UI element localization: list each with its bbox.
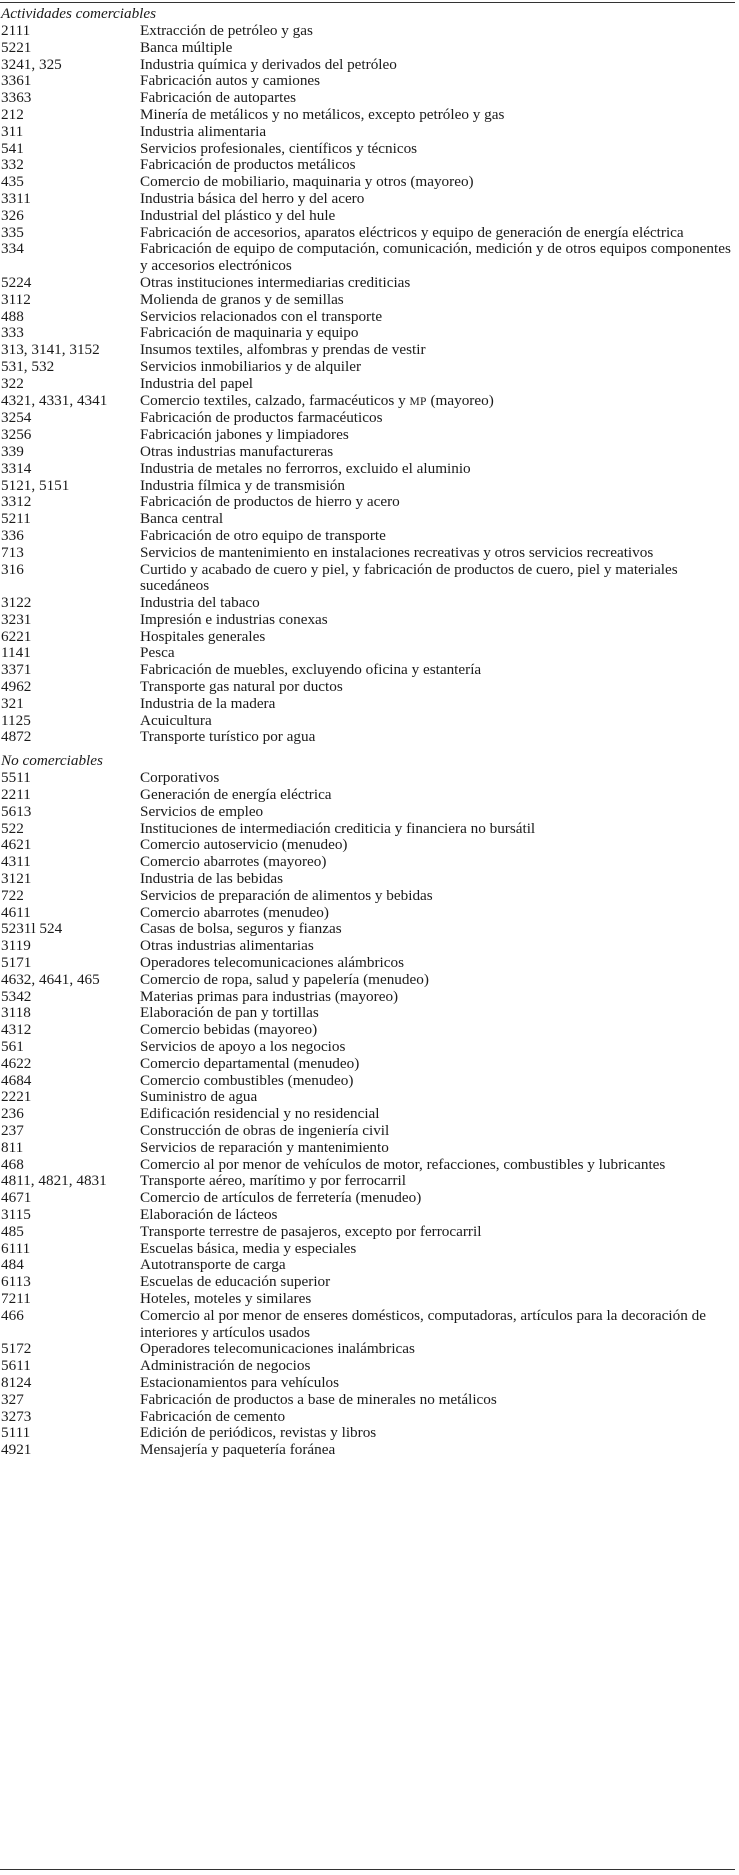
scian-code: 4621 (1, 836, 32, 854)
table-row (1, 57, 735, 74)
activity-description: Acuicultura (140, 711, 212, 729)
table-row (1, 1341, 735, 1358)
scian-code: 3122 (1, 594, 32, 612)
scian-code: 4611 (1, 903, 31, 921)
table-row (1, 888, 735, 905)
table-row (1, 90, 735, 107)
table-row (1, 1358, 735, 1375)
table-row (1, 1257, 735, 1274)
activity-description: Impresión e industrias conexas (140, 610, 328, 628)
activity-description: Fabricación de equipo de computación, comunicación, medición y de otros equipos componentes y accesorios electrónicos (140, 240, 731, 275)
table-row (1, 696, 735, 713)
activity-description: Servicios inmobiliarios y de alquiler (140, 357, 362, 375)
scian-code: 4872 (1, 728, 32, 746)
activity-description: Materias primas para industrias (mayoreo) (140, 987, 399, 1005)
activity-description: Pesca (140, 644, 175, 662)
scian-code: 321 (1, 694, 24, 712)
activity-description: Operadores telecomunicaciones inalámbricas (140, 1340, 415, 1358)
table-row (1, 787, 735, 804)
table-row (1, 73, 735, 90)
activity-description: Curtido y acabado de cuero y piel, y fabricación de productos de cuero, piel y materiales sucedáneos (140, 560, 678, 595)
table-row (1, 1173, 735, 1190)
scian-code: 4811, 4821, 4831 (1, 1172, 107, 1190)
activity-description: Fabricación de cemento (140, 1407, 286, 1425)
table-row (1, 595, 735, 612)
activity-description: Servicios relacionados con el transporte (140, 307, 383, 325)
table-row (1, 511, 735, 528)
table-row (1, 905, 735, 922)
table-row (1, 1409, 735, 1426)
activity-description: Industria química y derivados del petróleo (140, 55, 397, 73)
scian-code: 561 (1, 1038, 24, 1056)
scian-code: 722 (1, 886, 24, 904)
scian-code: 3256 (1, 426, 32, 444)
table-row (1, 1123, 735, 1140)
activity-description: Industrial del plástico y del hule (140, 206, 336, 224)
scian-code: 332 (1, 156, 24, 174)
scian-code: 6113 (1, 1273, 31, 1291)
table-row (1, 645, 735, 662)
activity-description: Hoteles, moteles y similares (140, 1289, 312, 1307)
activity-description: Operadores telecomunicaciones alámbricos (140, 954, 404, 972)
activity-description: Fabricación de productos a base de minerales no metálicos (140, 1390, 497, 1408)
scian-code: 3311 (1, 189, 31, 207)
table-row (1, 23, 735, 40)
scian-code: 1125 (1, 711, 31, 729)
top-rule (0, 2, 735, 3)
scian-code: 713 (1, 543, 24, 561)
scian-code: 4321, 4331, 4341 (1, 391, 108, 409)
scian-code: 3231 (1, 610, 32, 628)
activity-description: Edificación residencial y no residencial (140, 1105, 380, 1123)
scian-code: 484 (1, 1256, 24, 1274)
scian-code: 3312 (1, 493, 32, 511)
scian-code: 2111 (1, 22, 31, 39)
scian-code: 3115 (1, 1205, 31, 1223)
scian-code: 5171 (1, 954, 32, 972)
activity-description: Comercio de artículos de ferretería (menudeo) (140, 1189, 422, 1207)
table-row (1, 1274, 735, 1291)
table-row (1, 1140, 735, 1157)
activity-description: Extracción de petróleo y gas (140, 22, 313, 39)
scian-code: 1141 (1, 644, 31, 662)
table-row (1, 325, 735, 342)
classification-table (1, 6, 735, 1459)
activity-description: Servicios profesionales, científicos y técnicos (140, 139, 418, 157)
table-row (1, 191, 735, 208)
activity-description: Instituciones de intermediación crediticia y financiera no bursátil (140, 819, 536, 837)
table-row (1, 376, 735, 393)
activity-description: Administración de negocios (140, 1357, 311, 1375)
table-row (1, 679, 735, 696)
table-row (1, 342, 735, 359)
table-row (1, 871, 735, 888)
scian-code: 5211 (1, 510, 31, 528)
scian-code: 3112 (1, 290, 31, 308)
activity-description: Otras industrias manufactureras (140, 442, 334, 460)
activity-description: Fabricación autos y camiones (140, 72, 321, 90)
activity-description: Hospitales generales (140, 627, 266, 645)
scian-code: 322 (1, 374, 24, 392)
table-row (1, 1157, 735, 1174)
activity-description: Comercio abarrotes (menudeo) (140, 903, 329, 921)
table-row (1, 292, 735, 309)
scian-code: 6111 (1, 1239, 31, 1257)
activity-description: Generación de energía eléctrica (140, 786, 332, 804)
scian-code: 236 (1, 1105, 24, 1123)
activity-description: Comercio autoservicio (menudeo) (140, 836, 348, 854)
table-row (1, 359, 735, 376)
activity-description: Servicios de empleo (140, 802, 264, 820)
scian-code: 4671 (1, 1189, 32, 1207)
table-row (1, 393, 735, 411)
activity-description: Servicios de preparación de alimentos y bebidas (140, 886, 433, 904)
activity-description: Fabricación de productos de hierro y acero (140, 493, 400, 511)
scian-code: 3119 (1, 937, 31, 955)
table-row (1, 545, 735, 562)
activity-description: Transporte turístico por agua (140, 728, 316, 746)
scian-code: 336 (1, 526, 24, 544)
table-row (1, 1224, 735, 1241)
table-row (1, 410, 735, 427)
activity-description: Banca central (140, 510, 224, 528)
scian-code: 335 (1, 223, 24, 241)
table-row (1, 972, 735, 989)
table-row (1, 1005, 735, 1022)
scian-code: 4921 (1, 1441, 32, 1459)
activity-description: Fabricación jabones y limpiadores (140, 426, 349, 444)
activity-description: Industria de la madera (140, 694, 276, 712)
activity-description: Minería de metálicos y no metálicos, excepto petróleo y gas (140, 105, 505, 123)
activity-description: Fabricación de accesorios, aparatos eléctricos y equipo de generación de energía eléctrica (140, 223, 684, 241)
scian-code: 466 (1, 1306, 24, 1324)
table-row (1, 729, 735, 746)
scian-code: 3314 (1, 459, 32, 477)
table-row (1, 821, 735, 838)
table-row (1, 427, 735, 444)
scian-code: 5121, 5151 (1, 476, 70, 494)
table-row (1, 921, 735, 938)
scian-code: 7211 (1, 1289, 31, 1307)
activity-description: Corporativos (140, 769, 220, 787)
activity-description: Autotransporte de carga (140, 1256, 286, 1274)
table-row (1, 141, 735, 158)
activity-description: Transporte terrestre de pasajeros, excepto por ferrocarril (140, 1222, 482, 1240)
scian-code: 5342 (1, 987, 32, 1005)
scian-code: 4622 (1, 1054, 32, 1072)
table-row (1, 837, 735, 854)
table-row (1, 1425, 735, 1442)
table-row (1, 854, 735, 871)
table-row (1, 713, 735, 730)
table-row (1, 938, 735, 955)
table-row (1, 1039, 735, 1056)
table-row (1, 124, 735, 141)
table-row (1, 629, 735, 646)
scian-code: 4632, 4641, 465 (1, 970, 100, 988)
activity-description: Fabricación de productos farmacéuticos (140, 409, 383, 427)
table-row (1, 1073, 735, 1090)
scian-code: 313, 3141, 3152 (1, 341, 100, 359)
table-row (1, 662, 735, 679)
scian-code: 212 (1, 105, 24, 123)
scian-code: 339 (1, 442, 24, 460)
table-row (1, 40, 735, 57)
scian-code: 4311 (1, 853, 31, 871)
scian-code: 3254 (1, 409, 32, 427)
activity-description: Industria del papel (140, 374, 254, 392)
scian-code: 4684 (1, 1071, 32, 1089)
table-row (1, 770, 735, 787)
table-row (1, 1056, 735, 1073)
table-row (1, 208, 735, 225)
scian-code: 3121 (1, 870, 32, 888)
activity-description: Comercio departamental (menudeo) (140, 1054, 360, 1072)
table-row (1, 225, 735, 242)
scian-code: 5613 (1, 802, 32, 820)
scian-code: 3361 (1, 72, 32, 90)
scian-code: 522 (1, 819, 24, 837)
activity-description: Comercio de mobiliario, maquinaria y otros (mayoreo) (140, 173, 474, 191)
activity-description: Otras instituciones intermediarias crediticias (140, 273, 411, 291)
scian-code: 237 (1, 1122, 24, 1139)
table-row (1, 1207, 735, 1224)
activity-description: Industria alimentaria (140, 122, 267, 140)
table-row (1, 955, 735, 972)
table-row (1, 989, 735, 1006)
activity-description: Servicios de apoyo a los negocios (140, 1038, 346, 1056)
scian-code: 311 (1, 122, 24, 140)
activity-description: Escuelas de educación superior (140, 1273, 331, 1291)
activity-description: Comercio combustibles (menudeo) (140, 1071, 354, 1089)
activity-description: Transporte gas natural por ductos (140, 678, 343, 696)
activity-description: Industria fílmica y de transmisión (140, 476, 345, 494)
activity-description: Otras industrias alimentarias (140, 937, 314, 955)
activity-description: Industria básica del herro y del acero (140, 189, 365, 207)
activity-description: Construcción de obras de ingeniería civil (140, 1122, 390, 1139)
activity-description: Comercio bebidas (mayoreo) (140, 1021, 318, 1039)
scian-code: 8124 (1, 1373, 32, 1391)
scian-code: 326 (1, 206, 24, 224)
activity-description: Banca múltiple (140, 38, 233, 56)
activity-description: Comercio de ropa, salud y papelería (menudeo) (140, 970, 429, 988)
activity-description: Industria de metales no ferrorros, excluido el aluminio (140, 459, 471, 477)
scian-code: 3273 (1, 1407, 32, 1425)
scian-code: 5611 (1, 1357, 31, 1375)
activity-description: Servicios de mantenimiento en instalaciones recreativas y otros servicios recreativos (140, 543, 654, 561)
activity-description: Industria de las bebidas (140, 870, 283, 888)
table-row (1, 1022, 735, 1039)
scian-code: 5111 (1, 1424, 31, 1442)
table-row (1, 804, 735, 821)
scian-code: 5511 (1, 769, 31, 787)
table-row (1, 174, 735, 191)
table-row (1, 1291, 735, 1308)
scian-code: 435 (1, 173, 24, 191)
table-row (1, 461, 735, 478)
section-title: No comerciables (1, 752, 103, 770)
scian-code: 2211 (1, 786, 31, 804)
table-row (1, 478, 735, 495)
activity-description: Transporte aéreo, marítimo y por ferrocarril (140, 1172, 406, 1190)
table-row (1, 107, 735, 124)
table-row (1, 241, 735, 275)
table-row (1, 528, 735, 545)
scian-code: 3118 (1, 1004, 31, 1022)
table-row (1, 1106, 735, 1123)
activity-description: Elaboración de pan y tortillas (140, 1004, 319, 1022)
activity-description: Comercio al por menor de vehículos de motor, refacciones, combustibles y lubricantes (140, 1155, 666, 1173)
activity-description: Edición de periódicos, revistas y libros (140, 1424, 377, 1442)
activity-description: Fabricación de productos metálicos (140, 156, 356, 174)
scian-code: 3371 (1, 661, 32, 679)
scian-code: 4312 (1, 1021, 32, 1039)
section-title: Actividades comerciables (1, 5, 157, 22)
scian-code: 5224 (1, 273, 32, 291)
scian-code: 6221 (1, 627, 32, 645)
scian-code: 327 (1, 1390, 24, 1408)
table-row (1, 562, 735, 596)
activity-description: Comercio al por menor de enseres domésticos, computadoras, artículos para la decoración de interiores y artículos usados (140, 1306, 706, 1341)
table-row (1, 309, 735, 326)
activity-description: Insumos textiles, alfombras y prendas de vestir (140, 341, 426, 359)
scian-code: 316 (1, 560, 24, 578)
scian-code: 333 (1, 324, 24, 342)
scian-code: 2221 (1, 1088, 32, 1106)
activity-description: Suministro de agua (140, 1088, 258, 1106)
activity-description: Fabricación de muebles, excluyendo oficina y estantería (140, 661, 482, 679)
table-row (1, 157, 735, 174)
activity-description: Comercio abarrotes (mayoreo) (140, 853, 327, 871)
table-row (1, 1442, 735, 1459)
scian-code: 3363 (1, 89, 32, 107)
section-spacer (1, 746, 735, 753)
activity-description: Comercio textiles, calzado, farmacéuticos y MP (mayoreo) (140, 391, 494, 409)
scian-code: 531, 532 (1, 357, 55, 375)
activity-description: Industria del tabaco (140, 594, 260, 612)
activity-description: Escuelas básica, media y especiales (140, 1239, 357, 1257)
table-row (1, 1308, 735, 1342)
activity-description: Fabricación de maquinaria y equipo (140, 324, 359, 342)
scian-code: 488 (1, 307, 24, 325)
scian-code: 541 (1, 139, 24, 157)
scian-code: 5172 (1, 1340, 32, 1358)
bottom-rule (0, 1869, 735, 1870)
scian-code: 4962 (1, 678, 32, 696)
scian-code: 5221 (1, 38, 32, 56)
table-row (1, 1190, 735, 1207)
activity-description: Fabricación de otro equipo de transporte (140, 526, 386, 544)
scian-code: 485 (1, 1222, 24, 1240)
table-row (1, 1089, 735, 1106)
scian-code: 334 (1, 240, 24, 258)
table-row (1, 1241, 735, 1258)
activity-description: Casas de bolsa, seguros y fianzas (140, 920, 342, 938)
scian-code: 811 (1, 1138, 24, 1156)
activity-description: Elaboración de lácteos (140, 1205, 278, 1223)
activity-description: Servicios de reparación y mantenimiento (140, 1138, 389, 1156)
scian-code: 3241, 325 (1, 55, 62, 73)
scian-code: 468 (1, 1155, 24, 1173)
scian-code: 5231l 524 (1, 920, 63, 938)
table-row (1, 612, 735, 629)
table-row (1, 1392, 735, 1409)
activity-description: Mensajería y paquetería foránea (140, 1441, 336, 1459)
activity-description: Fabricación de autopartes (140, 89, 297, 107)
table-row (1, 275, 735, 292)
table-row (1, 444, 735, 461)
activity-description: Molienda de granos y de semillas (140, 290, 344, 308)
table-row (1, 494, 735, 511)
activity-description: Estacionamientos para vehículos (140, 1373, 340, 1391)
table-row (1, 1375, 735, 1392)
